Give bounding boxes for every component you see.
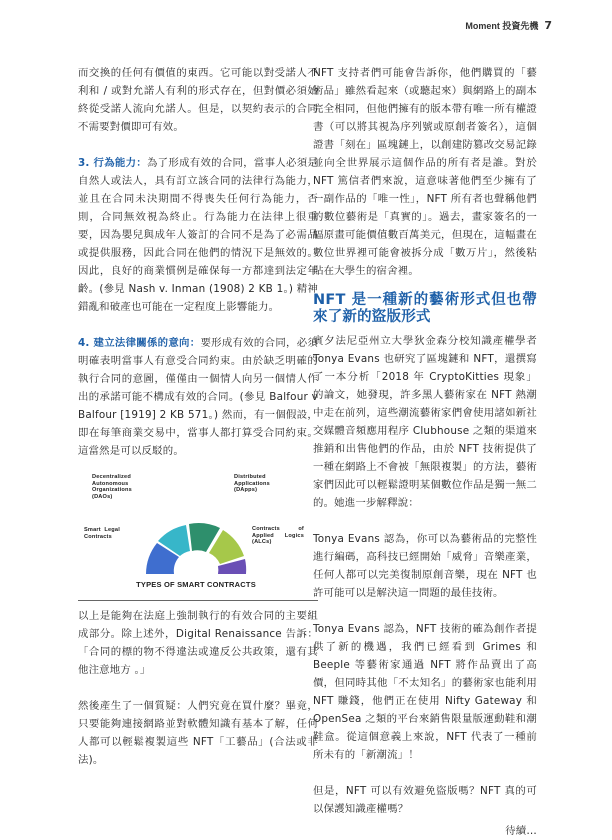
section-lead: 4. 建立法律關係的意向： <box>78 337 201 349</box>
paragraph: NFT 支持者們可能會告訴你，他們購買的「藝術品」雖然看起來（或聽起來）與網路上的副本完全相同，但他們擁有的版本帶有唯一所有權證書（可以將其視為序列號或原創者簽名），這個證書「刻在」區塊鏈上，以創建防篡改交易記錄並向全世界展示這個作品的所有者是誰。對於 NFT 篤信者們來說，這意味著他們至少擁有了一副作品的「唯一性」，NFT 所有者也聲稱他們的數位藝術是「真實的」。過去，畫家簽名的一幅原畫可能價值數百萬美元，但現在，這幅畫在數位世界裡可能會被拆分成「數万片」，然後粘貼在大學生的宿舍裡。 <box>313 67 537 277</box>
paragraph-capacity <box>78 154 318 316</box>
page-header <box>465 19 552 32</box>
section-lead: 3. 行為能力： <box>78 157 147 169</box>
left-column <box>78 64 318 787</box>
paragraph: 然後產生了一個質疑：人們究竟在買什麼？畢竟，只要能夠連接網路並對軟體知識有基本了解，任何人都可以輕鬆複製這些 NFT「工藝品」(合法或非法)。 <box>78 700 318 766</box>
magazine-name: Moment 投資先機 <box>465 21 539 31</box>
right-column <box>313 64 537 840</box>
figure-caption: TYPES OF SMART CONTRACTS <box>136 580 256 589</box>
paragraph-text: 為了形成有效的合同，當事人必須是自然人或法人，具有訂立該合同的法律行為能力，並且在合同未決期間不得喪失任何行為能力，否則，合同無效視為終止。行為能力在法律上很重要，因為嬰兒與成年人簽訂的合同不是為了必需品或提供服務，因此合同在他們的情況下是無效的。因此，良好的商業慣例是確保每一方都達到法定年齡。(參見 Nash v. Inman (1908) 2 KB 1。) 精神錯亂和破產也可能在一定程度上影響能力。 <box>78 157 318 313</box>
smart-contracts-figure <box>84 472 308 592</box>
paragraph-intention <box>78 334 318 460</box>
label-daos: Decentralized Autonomous Organizations (DAOs) <box>92 474 132 500</box>
paragraph: 賓夕法尼亞州立大學狄金森分校知識產權學者 Tonya Evans 也研究了區塊鏈和 NFT，還撰寫了一本分析「2018 年 CryptoKitties 現象」的論文，她發現，許多黑人藝術家在 NFT 熱潮中走在前列，這些潮流藝術家們會使用諸如新社交媒體音頻應用程序 Clubhouse 之類的渠道來推銷和出售他們的作品，由於 NFT 技術提供了一種在網路上不會被「無限複製」的方法，藝術家們因此可以輕鬆證明某個數位作品是獨一無二的。她進一步解釋說： <box>313 335 537 509</box>
label-alcs: Contracts of Applied Logics (ALCs) <box>252 526 304 545</box>
section-heading: NFT 是一種新的藝術形式但也帶來了新的盜版形式 <box>313 292 537 325</box>
label-smart-legal-contracts: Smart Legal Contracts <box>84 527 120 540</box>
paragraph: 但是，NFT 可以有效避免盜版嗎？NFT 真的可以保護知識產權嗎？ <box>313 785 537 815</box>
label-dapps: Distributed Applications (DApps) <box>234 474 270 493</box>
page-number: 7 <box>544 19 552 32</box>
divider <box>78 600 318 601</box>
paragraph: Tonya Evans 認為，你可以為藝術品的完整性進行編碼，高科技已經開始「威脅」音樂產業，任何人都可以完美復制原創音樂，現在 NFT 也許可能可以是解決這一問題的最佳技術。 <box>313 533 537 599</box>
paragraph: 以上是能夠在法庭上強制執行的有效合同的主要組成部分。除上述外，Digital Renaissance 告訴：「合同的標的物不得違法或違反公共政策，還有其他注意地方 。」 <box>78 610 318 676</box>
continued-note: 待續… <box>505 825 537 837</box>
paragraph-text: 要形成有效的合同，必須明確表明當事人有意受合同約束。由於缺乏明確的執行合同的意圖，僅僅由一個情人向另一個情人作出的承諾可能不構成有效的合同。(參見 Balfour v Balfour [1919] 2 KB 571。) 然而，有一個假設，即在每筆商業交易中，當事人都打算受合同約束。這當然是可以反駁的。 <box>78 337 318 457</box>
paragraph: 而交換的任何有價值的東西。它可能以對受諾人不利和 / 或對允諾人有利的形式存在，但對價必須始終從受諾人流向允諾人。但是，以契約表示的合同不需要對價即可有效。 <box>78 67 318 133</box>
paragraph: Tonya Evans 認為，NFT 技術的確為創作者提供了新的機遇，我們已經看到 Grimes 和 Beeple 等藝術家通過 NFT 將作品賣出了高價，但同時其他「不太知名」的藝術家也能利用 NFT 賺錢，他們正在使用 Nifty Gateway 和 OpenSea 之類的平台來銷售限量版運動鞋和潮鞋盒。從這個意義上來說，NFT 代表了一種前所未有的「新潮流」！ <box>313 623 537 761</box>
